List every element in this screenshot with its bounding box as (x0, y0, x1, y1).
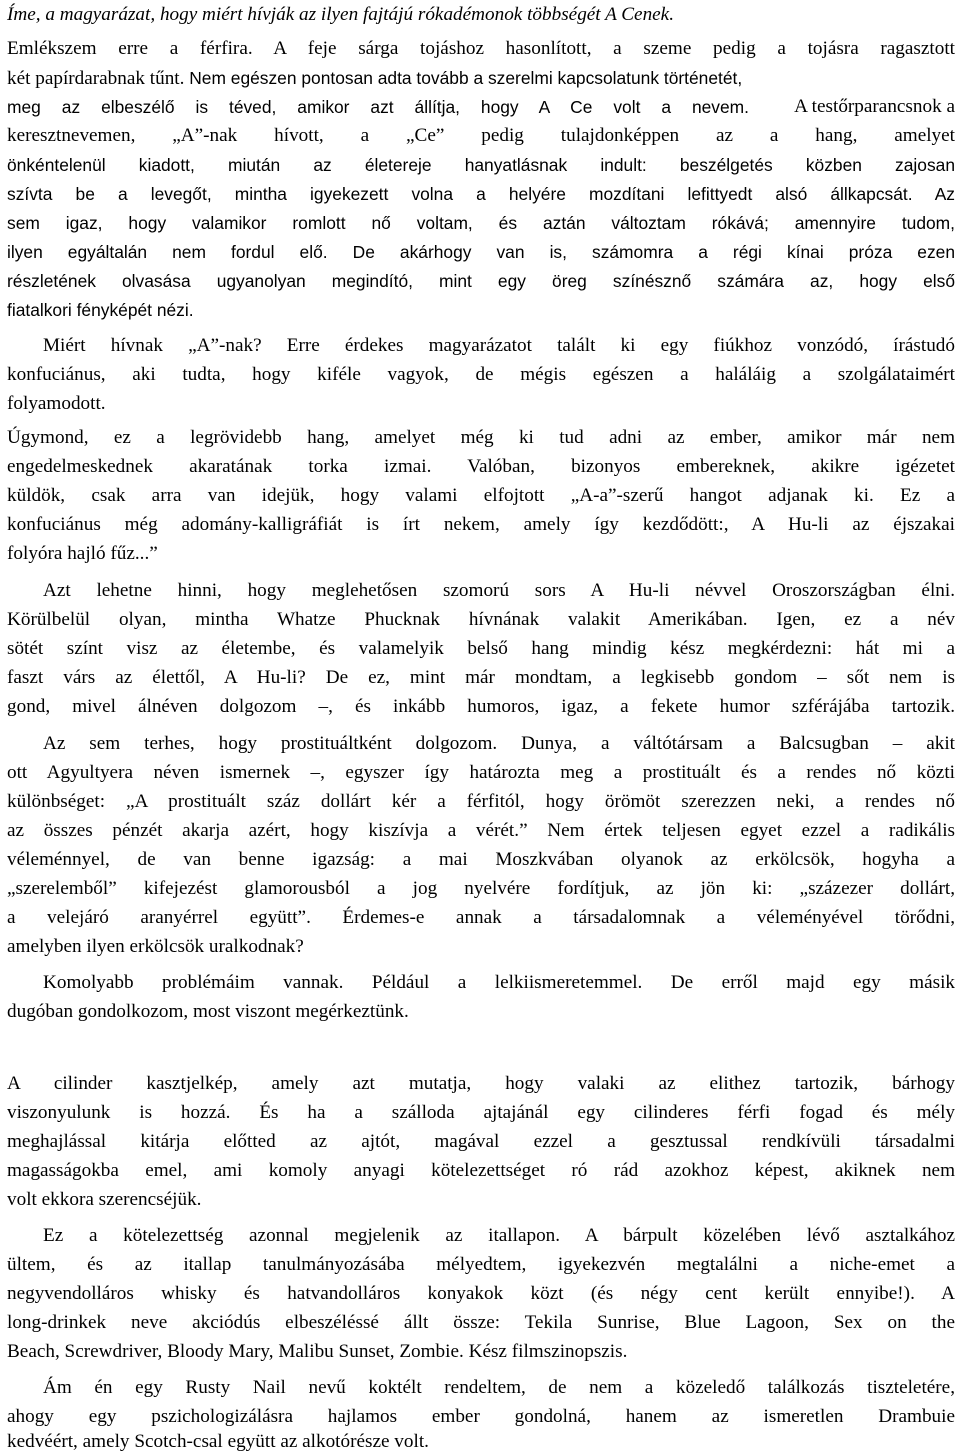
paragraph-2-line-3: folyamodott. (7, 393, 106, 414)
paragraph-1-sans-segment: Nem egészen pontosan adta tovább a szerelmi kapcsolatunk történetét, (189, 68, 743, 88)
paragraph-1-line-5: önkéntelenül kiadott, miután az életereje hanyatlásnak indult: beszélgetés közben zajosan (7, 155, 955, 175)
paragraph-7-line-3: meghajlással kitárja előtted az ajtót, magával ezzel a gesztussal rendkívüli társadalmi (7, 1131, 955, 1152)
paragraph-7-line-4: magasságokba emel, ami komoly anyagi kötelezettséget ró rád azokhoz képest, akiknek nem (7, 1160, 955, 1181)
paragraph-4-line-5: gond, mivel álnéven dolgozom –, és inkább humoros, igaz, a fekete humor szférájába tartozik. (7, 696, 955, 717)
paragraph-8-line-2: ültem, és az itallap tanulmányozásába mélyedtem, igyekezvén megtalálni a niche-emet a (7, 1254, 955, 1275)
paragraph-1-line-9: részletének olvasása ugyanolyan megindító, mint egy öreg színésznő számára az, hogy első (7, 271, 955, 291)
paragraph-4-line-4: faszt várs az élettől, A Hu-li? De ez, mint már mondtam, a legkisebb gondom – sőt nem is (7, 667, 955, 688)
paragraph-1-line-1: Emlékszem erre a férfira. A feje sárga tojáshoz hasonlított, a szeme pedig a tojásra ragasztott (7, 38, 955, 59)
paragraph-1-line-3: meg az elbeszélő is téved, amikor azt állítja, hogy A Ce volt a nevem. (7, 97, 749, 117)
paragraph-5-line-7: a velejáró aranyérrel együtt”. Érdemes-e annak a társadalomnak a véleményével törődni, (7, 907, 955, 928)
intro-italic-line: Íme, a magyarázat, hogy miért hívják az ilyen fajtájú rókadémonok többségét A Cenek. (7, 4, 674, 25)
paragraph-1-line-2 (7, 67, 955, 90)
paragraph-8-line-3: negyvendolláros whisky és hatvandolláros konyakok közt (és négy cent került ennyibe!). A (7, 1283, 955, 1304)
paragraph-1-segment: két papírdarabnak tűnt. (7, 68, 185, 89)
paragraph-6-line-1: Komolyabb problémáim vannak. Például a lelkiismeretemmel. De erről majd egy másik (43, 972, 955, 993)
paragraph-1-line-10: fiatalkori fényképét nézi. (7, 300, 194, 320)
paragraph-2-line-1: Miért hívnak „A”-nak? Erre érdekes magyarázatot talált ki egy fiúkhoz vonzódó, írástudó (43, 335, 955, 356)
paragraph-8-line-4: long-drinkek neve akciódús elbeszéléssé állt össze: Tekila Sunrise, Blue Lagoon, Sex on the (7, 1312, 955, 1333)
paragraph-5-line-1: Az sem terhes, hogy prostituáltként dolgozom. Dunya, a váltótársam a Balcsugban – akit (43, 733, 955, 754)
paragraph-5-line-4: az összes pénzét akarja azért, hogy kiszívja a vérét.” Nem értek teljesen egyet ezzel a radikális (7, 820, 955, 841)
paragraph-4-line-2: Körülbelül olyan, mintha Whatze Phucknak hívnának valakit Amerikában. Igen, ez a név (7, 609, 955, 630)
paragraph-5-line-8: amelyben ilyen erkölcsök uralkodnak? (7, 936, 304, 957)
paragraph-2-line-2: konfuciánus, aki tudta, hogy kiféle vagyok, de mégis egészen a haláláig a szolgálataimért (7, 364, 955, 385)
paragraph-5-line-3: különbséget: „A prostituált száz dollárt kér a férfitól, hogy örömöt szerezzen neki, a rendes nő (7, 791, 955, 812)
paragraph-1-line-4: keresztnevemen, „A”-nak hívott, a „Ce” pedig tulajdonképpen az a hang, amelyet (7, 125, 955, 146)
paragraph-8-line-5: Beach, Screwdriver, Bloody Mary, Malibu Sunset, Zombie. Kész filmszinopszis. (7, 1341, 628, 1362)
paragraph-3-line-2: engedelmeskednek akaratának torka izmai. Valóban, bizonyos embereknek, akikre igézetet (7, 456, 955, 477)
paragraph-3-line-5: folyóra hajló fűz...” (7, 543, 158, 564)
paragraph-1-line-7: sem igaz, hogy valamikor romlott nő voltam, és aztán változtam rókává; amennyire tudom, (7, 213, 955, 233)
paragraph-6-line-2: dugóban gondolkozom, most viszont megérkeztünk. (7, 1001, 409, 1022)
paragraph-3-line-3: küldök, csak arra van idejük, hogy valami elfojtott „A-a”-szerű hangot adjanak ki. Ez a (7, 485, 955, 506)
paragraph-1-line-8: ilyen egyáltalán nem fordul elő. De akárhogy van is, számomra a régi kínai próza ezen (7, 242, 955, 262)
paragraph-3-line-1: Úgymond, ez a legrövidebb hang, amelyet még ki tud adni az ember, amikor már nem (7, 427, 955, 448)
paragraph-5-line-5: véleménnyel, de van benne igazság: a mai Moszkvában olyanok az erkölcsök, hogyha a (7, 849, 955, 870)
paragraph-7-line-2: viszonyulunk is hozzá. És ha a szálloda ajtajánál egy cilinderes férfi fogad és mély (7, 1102, 955, 1123)
paragraph-8-line-1: Ez a kötelezettség azonnal megjelenik az itallapon. A bárpult közelében lévő asztalkához (43, 1225, 955, 1246)
paragraph-9-line-2: ahogy egy pszichologizálásra hajlamos ember gondolná, hanem az ismeretlen Drambuie (7, 1406, 955, 1427)
paragraph-4-line-3: sötét színt visz az életembe, és valamelyik belső hang mindig kész megkérdezni: hát mi a (7, 638, 955, 659)
paragraph-1-line-3-right: A testőrparancsnok a (794, 96, 955, 117)
paragraph-3-line-4: konfuciánus még adomány-kalligráfiát is írt nekem, amely így kezdődött:, A Hu-li az éjszakai (7, 514, 955, 535)
paragraph-4-line-1: Azt lehetne hinni, hogy meglehetősen szomorú sors A Hu-li névvel Oroszországban élni. (43, 580, 955, 601)
paragraph-7-line-1: A cilinder kasztjelkép, amely azt mutatja, hogy valaki az elithez tartozik, bárhogy (7, 1073, 955, 1094)
paragraph-5-line-6: „szerelemből” kifejezést glamorousból a jog nyelvére fordítjuk, az jön ki: „százezer dollárt, (7, 878, 955, 899)
paragraph-5-line-2: ott Agyultyera néven ismernek –, egyszer így határozta meg a prostituált és a rendes nő közti (7, 762, 955, 783)
paragraph-7-line-5: volt ekkora szerencséjük. (7, 1189, 202, 1210)
paragraph-9-line-1: Ám én egy Rusty Nail nevű koktélt rendeltem, de nem a közeledő találkozás tiszteletére, (43, 1377, 955, 1398)
paragraph-9-line-3: kedvéért, amely Scotch-csal együtt az alkotórésze volt. (7, 1431, 429, 1452)
paragraph-1-line-6: szívta be a levegőt, mintha igyekezett volna a helyére mozdítani lefittyedt alsó állkapcsát. Az (7, 184, 955, 204)
